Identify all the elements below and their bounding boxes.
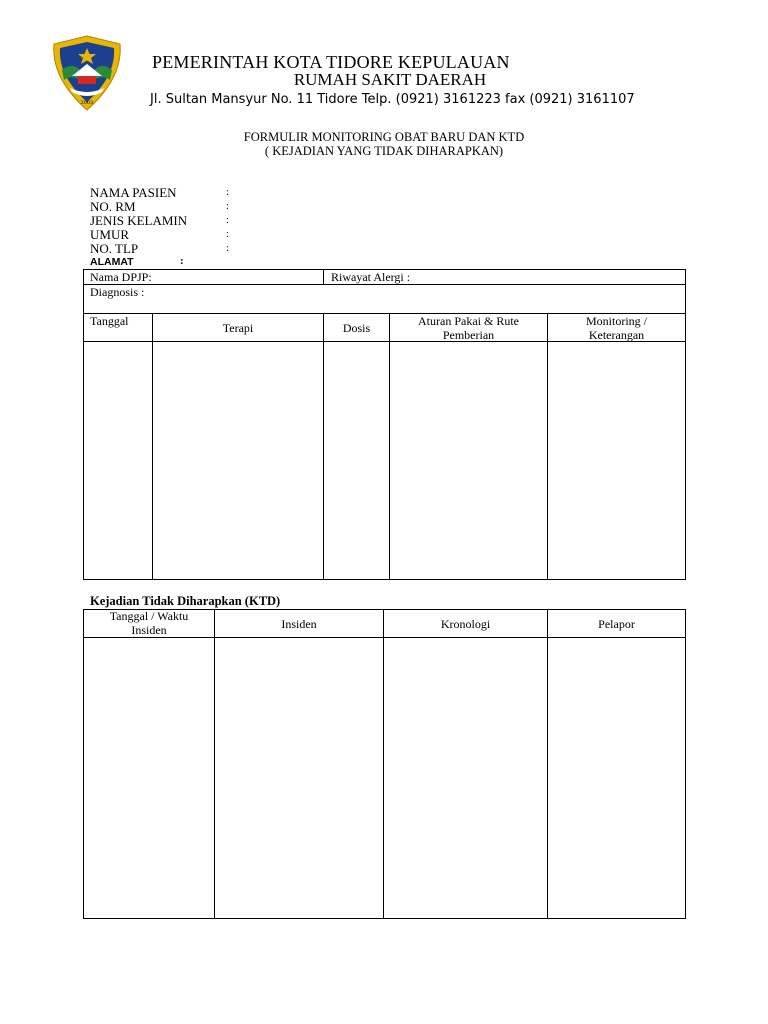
header-terapi: Terapi: [222, 321, 254, 335]
institution-title: PEMERINTAH KOTA TIDORE KEPULAUAN: [152, 52, 510, 72]
city-emblem-logo: [48, 34, 126, 112]
header-aturan-pakai: [390, 314, 547, 342]
logo-year: 2003: [80, 100, 94, 106]
ktd-header-kronologi: Kronologi: [440, 617, 491, 631]
header-monitoring-line2: Keterangan: [588, 328, 645, 342]
field-alamat-colon: :: [180, 255, 184, 267]
diagnosis-label: Diagnosis :: [90, 285, 145, 299]
field-no-tlp-colon: :: [226, 243, 229, 254]
hospital-name: RUMAH SAKIT DAERAH: [293, 70, 487, 89]
ktd-header-tanggal-line1: Tanggal / Waktu: [109, 609, 189, 623]
form-title-line2: ( KEJADIAN YANG TIDAK DIHARAPKAN): [264, 144, 504, 158]
header-monitoring: [548, 314, 685, 342]
field-no-rm-colon: :: [226, 201, 229, 212]
field-nama-pasien: NAMA PASIEN: [90, 185, 177, 200]
ktd-header-insiden: Insiden: [281, 617, 317, 631]
field-jenis-kelamin: JENIS KELAMIN: [90, 213, 188, 228]
ktd-section-title: Kejadian Tidak Diharapkan (KTD): [90, 594, 281, 608]
header-dosis: Dosis: [342, 321, 371, 335]
dpjp-label: Nama DPJP:: [90, 270, 152, 284]
header-monitoring-line1: Monitoring /: [585, 314, 647, 328]
allergy-label: Riwayat Alergi :: [331, 270, 411, 284]
header-tanggal: Tanggal: [90, 314, 129, 328]
header-aturan-line1: Aturan Pakai & Rute: [418, 314, 519, 328]
field-no-tlp: NO. TLP: [90, 241, 139, 256]
field-no-rm: NO. RM: [90, 199, 136, 214]
field-jenis-kelamin-colon: :: [226, 215, 229, 226]
field-alamat: ALAMAT: [90, 256, 134, 268]
ktd-header-pelapor: Pelapor: [598, 617, 635, 631]
ktd-header-tanggal-line2: Insiden: [131, 623, 167, 637]
ktd-header-tanggal: [84, 609, 214, 637]
field-umur-colon: :: [226, 229, 229, 240]
field-nama-pasien-colon: :: [226, 187, 229, 198]
field-umur: UMUR: [90, 227, 130, 242]
hospital-address: Jl. Sultan Mansyur No. 11 Tidore Telp. (0921) 3161223 fax (0921) 3161107: [150, 92, 635, 107]
form-title-line1: FORMULIR MONITORING OBAT BARU DAN KTD: [243, 130, 525, 144]
header-aturan-line2: Pemberian: [442, 328, 495, 342]
form-title: [80, 130, 688, 158]
